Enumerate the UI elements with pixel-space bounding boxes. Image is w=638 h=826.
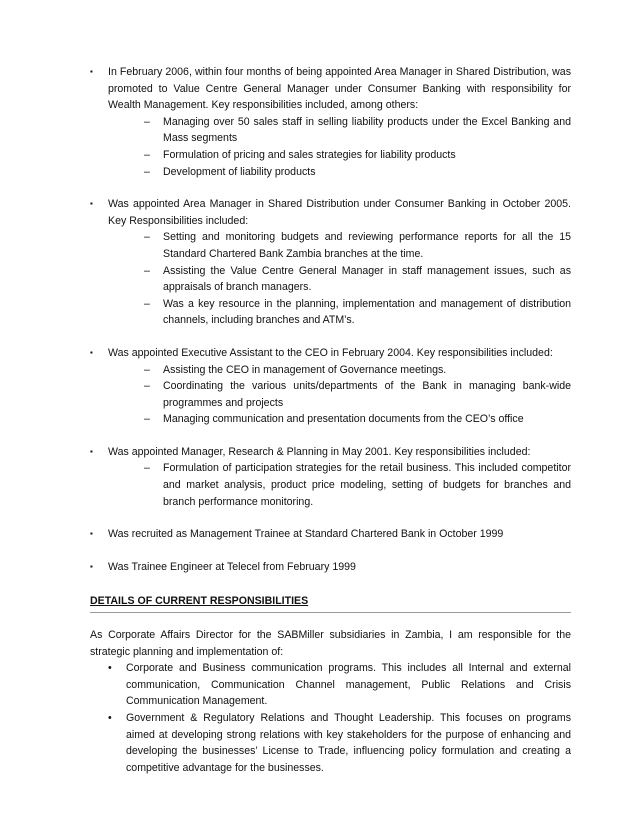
career-history [90,64,571,575]
responsibility-item [144,164,571,181]
dash-bullet-icon: – [144,264,150,277]
responsibility-list [108,114,571,180]
responsibility-text: Assisting the CEO in management of Governance meetings. [163,363,447,376]
entry-text: Was Trainee Engineer at Telecel from February 1999 [108,560,356,573]
responsibility-item [144,411,571,428]
current-responsibilities-list [90,660,571,776]
dash-bullet-icon: – [144,363,150,376]
career-entry [90,64,571,180]
responsibility-text: Coordinating the various units/departments of the Bank in managing bank-wide programmes and projects [163,380,571,409]
responsibility-text: Formulation of participation strategies for the retail business. This included competitor and market analysis, product price modeling, setting of budgets for branches and branch performance monitoring. [163,462,571,508]
responsibility-text: Formulation of pricing and sales strategies for liability products [163,148,456,161]
responsibility-item [144,147,571,164]
responsibility-text: Setting and monitoring budgets and reviewing performance reports for all the 15 Standard Chartered Bank Zambia branches at the time. [163,231,571,260]
square-bullet-icon: ▪ [90,561,93,571]
responsibility-text: Assisting the Value Centre General Manager in staff management issues, such as appraisals of branch managers. [163,264,571,294]
dash-bullet-icon: – [144,165,150,178]
responsibility-text: Was a key resource in the planning, implementation and management of distribution channels, including branches and ATM’s. [163,297,571,327]
square-bullet-icon: ▪ [90,199,93,209]
dash-bullet-icon: – [144,462,150,475]
responsibility-item [144,362,571,379]
current-responsibility-item [108,710,571,776]
entry-text: Was appointed Manager, Research & Planning in May 2001. Key responsibilities included: [108,445,531,458]
dash-bullet-icon: – [144,231,150,244]
responsibility-item [144,378,571,411]
responsibility-list [108,460,571,510]
responsibility-item [144,114,571,147]
entry-text: In February 2006, within four months of being appointed Area Manager in Shared Distribution, was promoted to Value Centre General Manager under Consumer Banking with responsibility for Wealth Management. Key responsibilities included, among others: [108,66,571,112]
responsibility-text: Managing communication and presentation documents from the CEO’s office [163,413,524,426]
dash-bullet-icon: – [144,115,150,128]
responsibility-item [144,229,571,262]
square-bullet-icon: ▪ [90,446,93,456]
career-entry [90,196,571,329]
responsibility-text: Managing over 50 sales staff in selling liability products under the Excel Banking and Mass segments [163,115,571,145]
career-entry [90,444,571,510]
responsibility-text: Development of liability products [163,165,316,178]
square-bullet-icon: ▪ [90,529,93,539]
current-responsibility-item [108,660,571,710]
round-bullet-icon: • [108,712,112,724]
responsibility-item [144,296,571,329]
dash-bullet-icon: – [144,297,150,310]
career-entry [90,526,571,543]
responsibility-item [144,263,571,296]
current-responsibility-text: Corporate and Business communication programs. This includes all Internal and external communication, Communication Channel management, Public Relations and Crisis Communication Management. [126,662,571,708]
responsibility-item [144,460,571,510]
dash-bullet-icon: – [144,380,150,393]
entry-text: Was appointed Area Manager in Shared Distribution under Consumer Banking in October 2005. Key Responsibilities included: [108,198,571,227]
section-heading: DETAILS OF CURRENT RESPONSIBILITIES [90,593,571,613]
responsibility-list [108,362,571,428]
entry-text: Was recruited as Management Trainee at Standard Chartered Bank in October 1999 [108,528,504,541]
career-entry [90,559,571,576]
dash-bullet-icon: – [144,413,150,426]
section-intro: As Corporate Affairs Director for the SABMiller subsidiaries in Zambia, I am responsible for the strategic planning and implementation of: [90,629,571,658]
responsibility-list [108,229,571,329]
round-bullet-icon: • [108,662,112,675]
entry-text: Was appointed Executive Assistant to the CEO in February 2004. Key responsibilities included: [108,346,553,359]
square-bullet-icon: ▪ [90,67,93,76]
dash-bullet-icon: – [144,148,150,161]
square-bullet-icon: ▪ [90,347,93,357]
current-responsibility-text: Government & Regulatory Relations and Thought Leadership. This focuses on programs aimed at developing strong relations with key stakeholders for the purpose of enhancing and developing the businesses’ License to Trade, influencing policy formulation and creating a competitive advantage for the businesses. [126,712,571,774]
career-entry [90,345,571,428]
